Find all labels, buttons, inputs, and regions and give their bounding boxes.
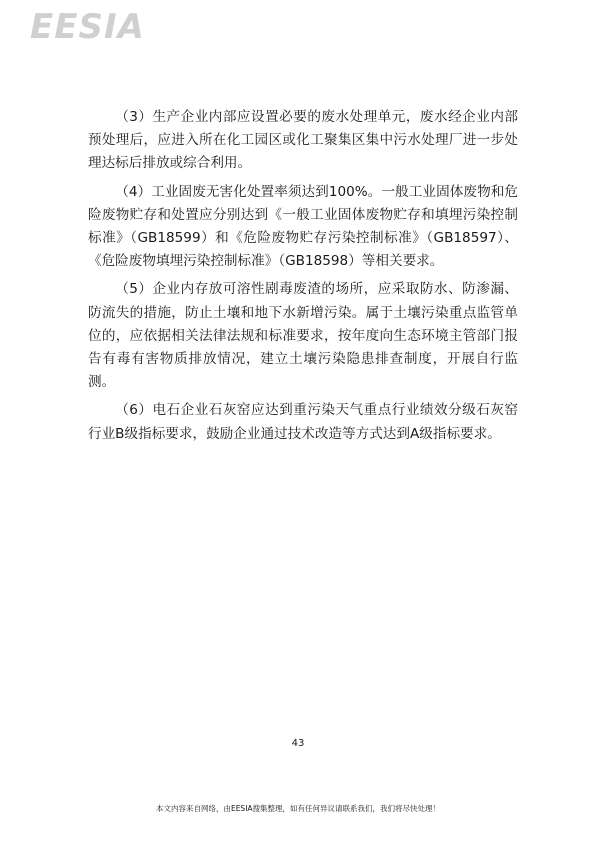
document-body: [88, 106, 518, 451]
eesia-logo: EESIA: [30, 7, 145, 47]
paragraph-4: （4）工业固废无害化处置率须达到100%。一般工业固体废物和危险废物贮存和处置应分别达到《一般工业固体废物贮存和填埋污染控制标准》（GB18599）和《危险废物贮存污染控制标准》（GB18597）、《危险废物填埋污染控制标准》（GB18598）等相关要求。: [88, 183, 518, 270]
page-number: 43: [291, 738, 305, 749]
paragraph-6: （6）电石企业石灰窑应达到重污染天气重点行业绩效分级石灰窑行业B级指标要求，鼓励企业通过技术改造等方式达到A级指标要求。: [88, 402, 518, 442]
footer-disclaimer: 本文内容来自网络，由EESIA搜集整理，如有任何异议请联系我们，我们将尽快处理！: [155, 804, 441, 813]
paragraph-3: （3）生产企业内部应设置必要的废水处理单元，废水经企业内部预处理后，应进入所在化工园区或化工聚集区集中污水处理厂进一步处理达标后排放或综合利用。: [88, 109, 518, 172]
paragraph-5: （5）企业内存放可溶性剧毒废渣的场所，应采取防水、防渗漏、防流失的措施，防止土壤和地下水新增污染。属于土壤污染重点监管单位的，应依据相关法律法规和标准要求，按年度向生态环境主管部门报告有毒有害物质排放情况，建立土壤污染隐患排查制度，开展自行监测。: [88, 281, 518, 391]
